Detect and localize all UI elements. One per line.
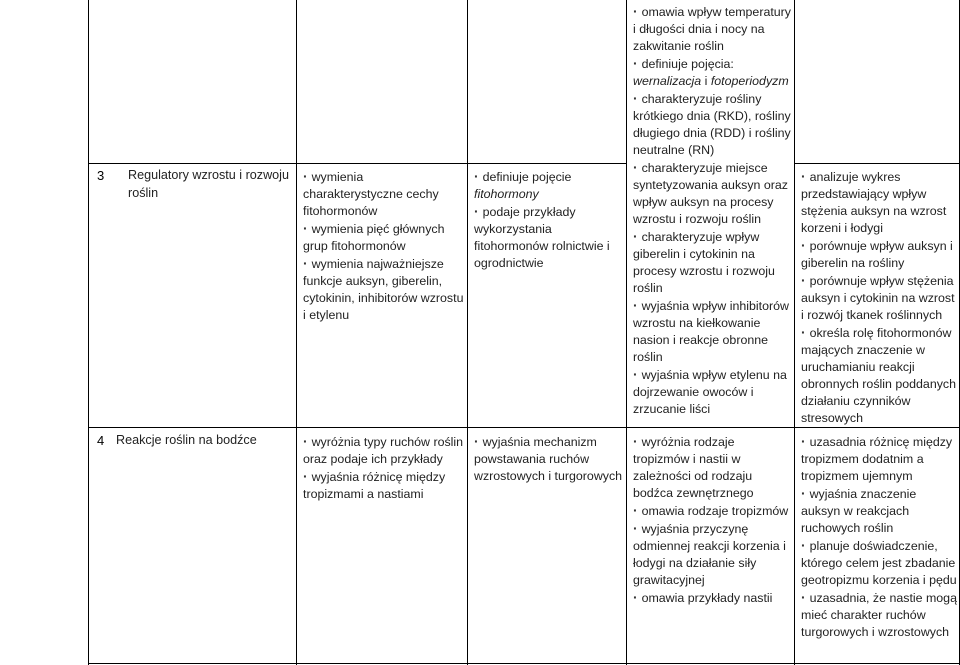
list-item: · wyjaśnia przyczynę odmiennej reakcji korzenia i łodygi na działanie siły grawitacyjnej [633,520,793,589]
list-item: · omawia rodzaje tropizmów [633,502,793,520]
list-item: · uzasadnia różnicę między tropizmem dodatnim a tropizmem ujemnym [801,433,958,485]
row-number: 4 [97,433,105,448]
list-item: · omawia wpływ temperatury i długości dnia i nocy na zakwitanie roślin [633,3,793,55]
list-item: · analizuje wykres przedstawiający wpływ stężenia auksyn na wzrost korzeni i łodygi [801,168,958,237]
term: wernalizacja [633,74,702,88]
cell-col1 [303,433,465,503]
list-item: · charakteryzuje miejsce syntetyzowania auksyn oraz wpływ auksyn na procesy wzrostu i rozwoju roślin [633,159,793,228]
list-item-text: i [701,74,711,88]
list-item-text: definiuje pojęcia: [641,57,734,71]
row-divider-3-top-mid2 [467,163,626,164]
row-divider-4-top [88,427,960,428]
list-item: · planuje doświadczenie, którego celem jest zbadanie geotropizmu korzenia i pędu [801,537,958,589]
list-item: · wymienia pięć głównych grup fitohormonów [303,220,465,255]
table-border-col3 [626,0,627,665]
list-item: · wyjaśnia różnicę między tropizmami a nastiami [303,468,465,503]
term: fitohormony [474,187,539,201]
list-item: · wyjaśnia wpływ etylenu na dojrzewanie owoców i zrzucanie liści [633,366,793,418]
list-item: · charakteryzuje wpływ giberelin i cytokinin na procesy wzrostu i rozwoju roślin [633,228,793,297]
table-border-col2 [467,0,468,665]
row-title: Regulatory wzrostu i rozwoju roślin [128,168,289,200]
cell-col3 [633,433,793,607]
row-number: 3 [97,168,105,183]
list-item [633,55,793,90]
cell-col4 [801,433,958,641]
row-divider-bottom [88,663,960,664]
list-item: · uzasadnia, że nastie mogą mieć charakter ruchów turgorowych i wzrostowych [801,589,958,641]
table-border-col4 [794,0,795,665]
cell-col2 [474,433,624,485]
cell-col3 [633,3,793,418]
list-item: · wyjaśnia mechanizm powstawania ruchów wzrostowych i turgorowych [474,433,624,485]
row-title: Reakcje roślin na bodźce [116,433,257,447]
list-item: · porównuje wpływ stężenia auksyn i cytokinin na wzrost i rozwój tkanek roślinnych [801,272,958,324]
list-item-text: definiuje pojęcie [482,170,572,184]
list-item: · porównuje wpływ auksyn i giberelin na rośliny [801,237,958,272]
term: fotoperiodyzm [710,74,789,88]
list-item: · wyjaśnia wpływ inhibitorów wzrostu na kiełkowanie nasion i reakcje obronne roślin [633,297,793,366]
list-item: · wymienia charakterystyczne cechy fitohormonów [303,168,465,220]
list-item: · wyróżnia rodzaje tropizmów i nastii w zależności od rodzaju bodźca zewnętrznego [633,433,793,502]
table-border-left [88,0,89,665]
row-divider-3-top-mid [296,163,467,164]
row-divider-3-top [88,163,296,164]
cell-col4 [801,168,958,427]
list-item: · podaje przykłady wykorzystania fitohormonów rolnictwie i ogrodnictwie [474,203,624,272]
list-item [474,168,624,203]
row-divider-3-top-right [794,163,960,164]
list-item: · omawia przykłady nastii [633,589,793,607]
list-item: · określa rolę fitohormonów mających znaczenie w uruchamianiu reakcji obronnych roślin poddanych działaniu czynników stresowych [801,324,958,427]
cell-col1 [303,168,465,324]
list-item: · wymienia najważniejsze funkcje auksyn, giberelin, cytokinin, inhibitorów wzrostu i etylenu [303,255,465,324]
list-item: · wyjaśnia znaczenie auksyn w reakcjach ruchowych roślin [801,485,958,537]
cell-col2 [474,168,624,272]
list-item: · wyróżnia typy ruchów roślin oraz podaje ich przykłady [303,433,465,468]
list-item: · charakteryzuje rośliny krótkiego dnia (RKD), rośliny długiego dnia (RDD) i rośliny neutralne (RN) [633,90,793,159]
table-border-col1 [296,0,297,665]
